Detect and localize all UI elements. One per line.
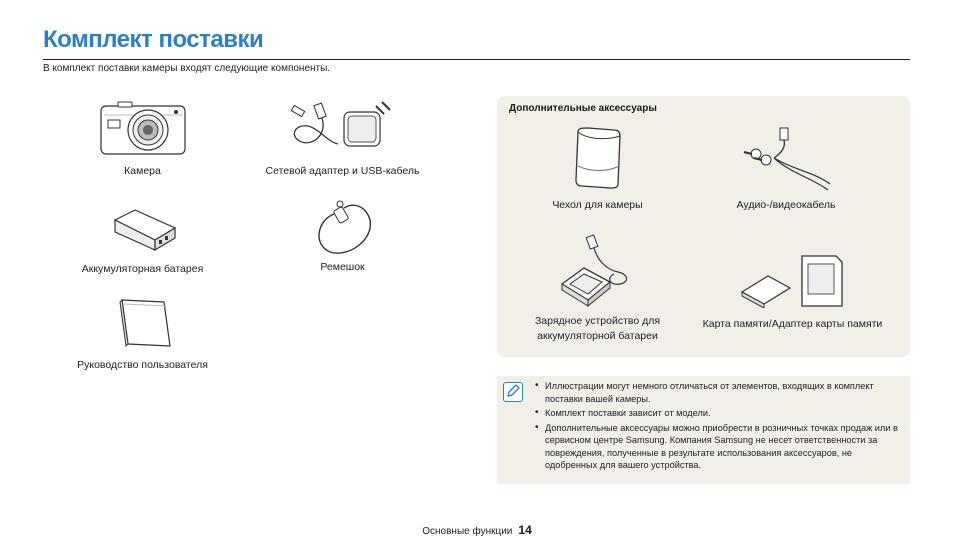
note-bullet: • Дополнительные аксессуары можно приобрести в розничных точках продаж или в сервисном центре Samsung. Компания Samsung не несет ответственности за повреждения, полученные в результате использования аксессуаров, не одобренных для вашего устройства. [533,422,903,472]
battery-charger-illustration [558,232,638,308]
accessories-heading: Дополнительные аксессуары [509,103,657,114]
item-strap [290,200,395,275]
note-bullet: • Комплект поставки зависит от модели. [533,407,903,420]
case-label: Чехол для камеры [552,199,643,211]
strap-label: Ремешок [320,261,365,273]
note-pencil-icon [503,382,523,402]
adapter-usb-illustration [288,98,398,160]
page-number: 14 [518,523,532,537]
title-divider [43,59,910,60]
adapter-label: Сетевой адаптер и USB-кабель [265,165,420,177]
camera-case-illustration [568,126,628,190]
battery-illustration [107,206,179,252]
strap-illustration [308,200,378,256]
footer [0,523,954,537]
item-camera [90,100,195,179]
intro-text: В комплект поставки камеры входят следующие компоненты. [43,63,331,74]
camera-label: Камера [124,165,161,177]
acc-av-cable [726,124,846,213]
page-title: Комплект поставки [43,26,264,53]
acc-memory [695,254,890,332]
acc-charger [525,232,670,344]
battery-label: Аккумуляторная батарея [81,263,204,275]
av-cable-illustration [734,124,838,192]
manual-illustration [110,298,176,348]
av-cable-label: Аудио-/видеокабель [736,199,836,211]
charger-label-line2: аккумуляторной батареи [537,330,658,342]
camera-illustration [98,100,188,158]
charger-label-line1: Зарядное устройство для [534,315,661,327]
manual-label: Руководство пользователя [77,359,208,371]
acc-case [540,126,655,213]
note-list [533,380,903,474]
item-battery [75,206,210,277]
memory-card-adapter-illustration [738,254,848,308]
footer-section: Основные функции [422,526,513,537]
item-adapter [260,98,425,179]
item-manual [70,298,215,373]
memory-label: Карта памяти/Адаптер карты памяти [702,318,883,330]
note-bullet: • Иллюстрации могут немного отличаться от элементов, входящих в комплект поставки вашей камеры. [533,380,903,405]
